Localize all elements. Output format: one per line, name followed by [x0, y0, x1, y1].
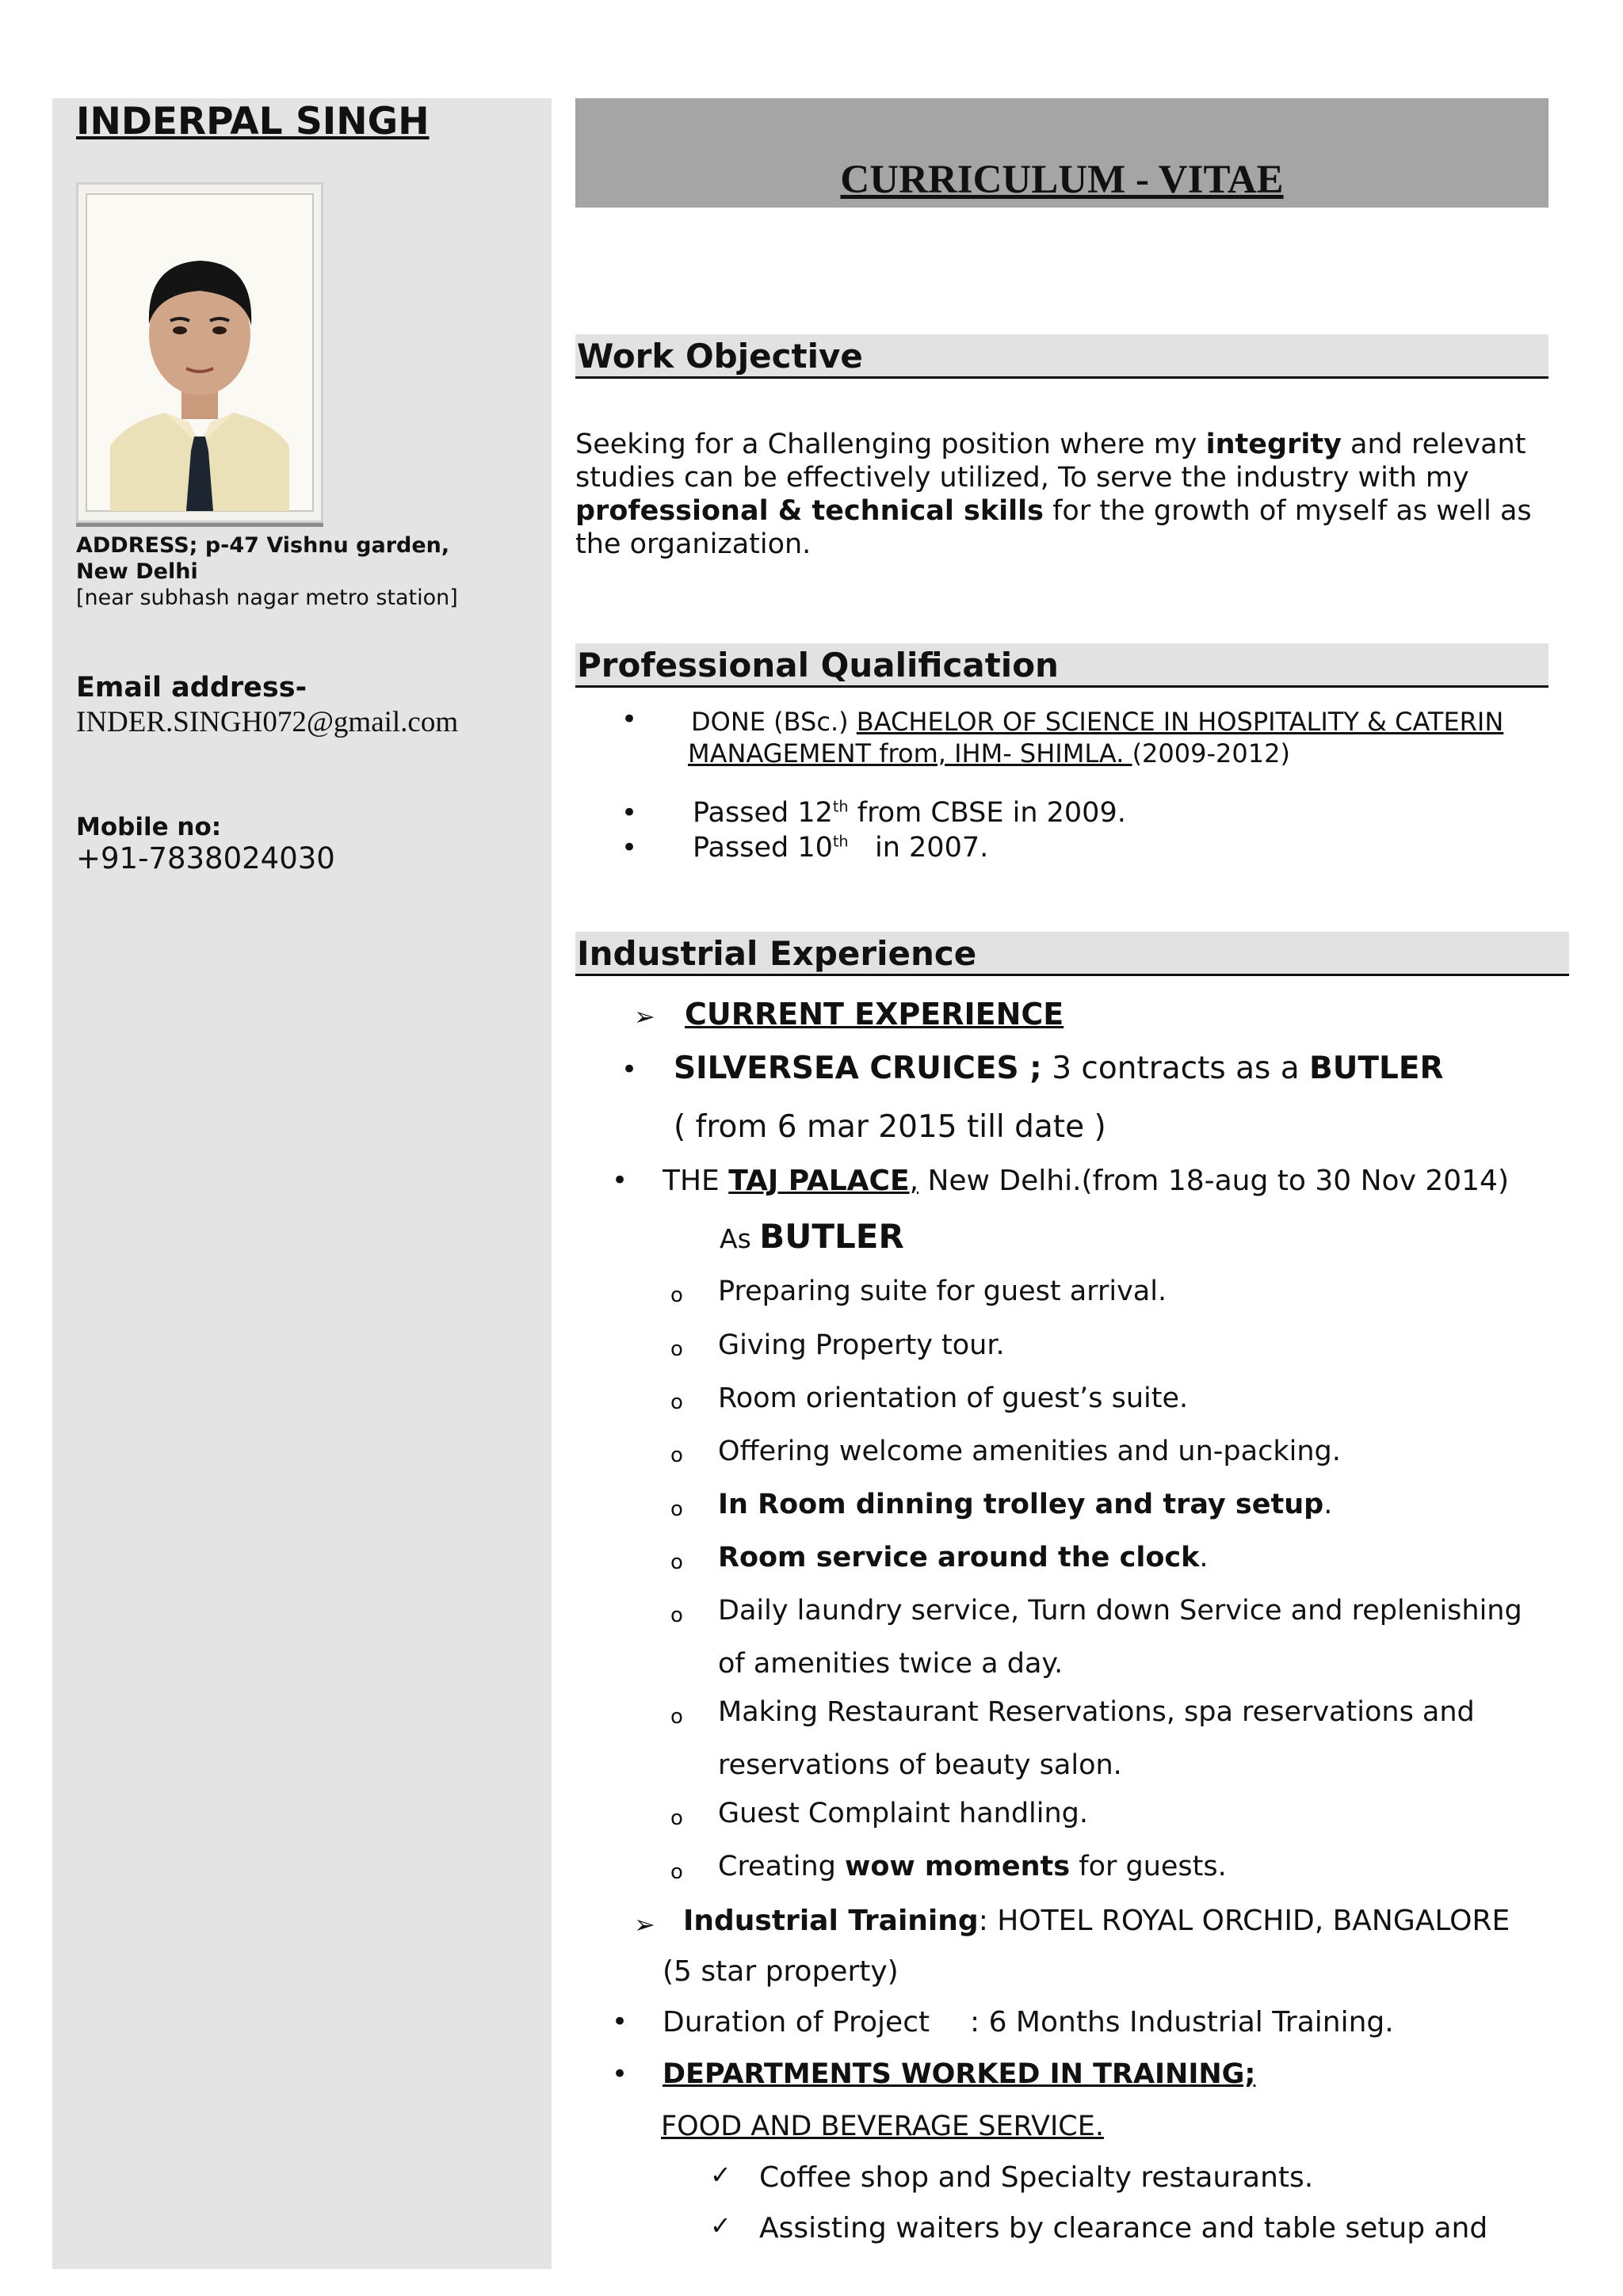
qual-2-text-a: Passed 12 [693, 797, 833, 829]
duty-item: Room orientation of guest’s suite. [718, 1383, 1189, 1414]
duty-item [718, 1542, 1209, 1573]
profile-photo [76, 182, 323, 523]
address-line-1: ADDRESS; p-47 Vishnu garden, [76, 533, 450, 558]
qual-1-degree-line1: BACHELOR OF SCIENCE IN HOSPITALITY & CATERIN [856, 707, 1504, 737]
email-value[interactable]: INDER.SINGH072@gmail.com [76, 706, 459, 738]
section-heading-qualification: Professional Qualification [575, 643, 1549, 688]
bullet-icon: • [621, 832, 638, 864]
silversea-role: BUTLER [1309, 1051, 1444, 1086]
silversea-text: 3 contracts as a [1041, 1051, 1310, 1086]
duty-item [718, 1489, 1332, 1520]
silversea-dates: ( from 6 mar 2015 till date ) [674, 1109, 1106, 1145]
duty-item [718, 1851, 1227, 1882]
circle-bullet-icon: o [670, 1497, 683, 1521]
checkmark-icon: ✓ [710, 2160, 731, 2190]
duty-item: Offering welcome amenities and un-packing. [718, 1436, 1341, 1467]
duty-item: Preparing suite for guest arrival. [718, 1276, 1167, 1307]
email-label: Email address- [76, 672, 307, 704]
qualification-item-3 [693, 832, 988, 864]
as-butler-line [720, 1217, 904, 1256]
address-line-2: New Delhi [76, 559, 198, 584]
silversea-line [674, 1051, 1444, 1086]
duty-after: . [1323, 1489, 1333, 1520]
circle-bullet-icon: o [670, 1806, 683, 1830]
address-line-3: [near subhash nagar metro station] [76, 585, 458, 610]
bullet-icon: • [612, 1165, 628, 1196]
duty-after: for guests. [1070, 1851, 1227, 1882]
as-text: As [720, 1223, 760, 1254]
wo-bold-1: integrity [1205, 429, 1342, 460]
arrow-bullet-icon: ➢ [634, 1001, 655, 1032]
wo-text-2: and relevant studies can be effectively utilized, To serve the industry with my [575, 429, 1526, 494]
training-label: Industrial Training [683, 1905, 979, 1937]
duration-label: Duration of Project [663, 2006, 930, 2039]
wo-bold-2: professional & technical skills [575, 495, 1044, 527]
duty-before: Creating [718, 1851, 846, 1882]
taj-line [663, 1165, 1509, 1197]
duty-item: Making Restaurant Reservations, spa reservations and [718, 1696, 1475, 1728]
duty-item: Daily laundry service, Turn down Service and replenishing [718, 1595, 1522, 1627]
taj-comma: , [909, 1165, 919, 1197]
qual-3-text-a: Passed 10 [693, 832, 833, 864]
duty-after: . [1199, 1542, 1209, 1573]
current-experience-heading: CURRENT EXPERIENCE [685, 997, 1064, 1032]
taj-name: TAJ PALACE [728, 1165, 910, 1197]
training-value: : HOTEL ROYAL ORCHID, BANGALORE [978, 1905, 1510, 1937]
qualification-item-1 [691, 707, 1503, 737]
bullet-icon: • [621, 797, 638, 829]
as-role: BUTLER [759, 1217, 904, 1256]
circle-bullet-icon: o [670, 1337, 683, 1361]
check-item: Coffee shop and Specialty restaurants. [759, 2161, 1314, 2194]
taj-rest: New Delhi.(from 18-aug to 30 Nov 2014) [918, 1165, 1509, 1197]
circle-bullet-icon: o [670, 1860, 683, 1884]
circle-bullet-icon: o [670, 1550, 683, 1574]
mobile-value[interactable]: +91-7838024030 [76, 841, 335, 875]
taj-prefix: THE [663, 1165, 729, 1197]
duty-bold: Room service around the clock [718, 1542, 1200, 1573]
duty-item-cont: of amenities twice a day. [718, 1648, 1064, 1680]
duration-value: : 6 Months Industrial Training. [970, 2006, 1394, 2039]
bullet-icon: • [621, 704, 638, 735]
qual-1-years: (2009-2012) [1132, 738, 1290, 769]
duty-item: Guest Complaint handling. [718, 1798, 1089, 1829]
duty-item: Giving Property tour. [718, 1329, 1005, 1361]
silversea-name: SILVERSEA CRUICES ; [674, 1051, 1042, 1086]
circle-bullet-icon: o [670, 1604, 683, 1627]
fnb-heading: FOOD AND BEVERAGE SERVICE. [661, 2111, 1104, 2142]
portrait-image [78, 185, 321, 521]
qual-2-text-b: from CBSE in 2009. [848, 797, 1126, 829]
circle-bullet-icon: o [670, 1444, 683, 1467]
qual-3-text-b: in 2007. [848, 832, 989, 864]
circle-bullet-icon: o [670, 1283, 683, 1307]
qualification-item-1-cont [688, 738, 1290, 769]
circle-bullet-icon: o [670, 1705, 683, 1729]
candidate-name: INDERPAL SINGH [76, 100, 430, 143]
qual-1-prefix: DONE (BSc.) [691, 707, 857, 737]
bullet-icon: • [612, 2058, 628, 2090]
wo-text-1: Seeking for a Challenging position where my [575, 429, 1206, 460]
duty-item-cont: reservations of beauty salon. [718, 1749, 1122, 1781]
departments-heading: DEPARTMENTS WORKED IN TRAINING; [663, 2058, 1256, 2090]
work-objective-text [575, 428, 1558, 561]
address-block [76, 532, 520, 611]
cv-title: CURRICULUM - VITAE [840, 158, 1284, 202]
qual-3-sup: th [832, 832, 849, 851]
duty-bold: In Room dinning trolley and tray setup [718, 1489, 1324, 1520]
checkmark-icon: ✓ [710, 2210, 731, 2241]
bullet-icon: • [612, 2006, 628, 2038]
photo-divider [76, 523, 323, 527]
check-item: Assisting waiters by clearance and table setup and [759, 2212, 1488, 2245]
section-heading-experience: Industrial Experience [575, 932, 1569, 976]
arrow-bullet-icon: ➢ [634, 1909, 655, 1939]
mobile-label: Mobile no: [76, 813, 222, 841]
bullet-icon: • [621, 1054, 638, 1085]
circle-bullet-icon: o [670, 1390, 683, 1414]
section-heading-work-objective: Work Objective [575, 334, 1549, 379]
duty-bold: wow moments [845, 1851, 1071, 1882]
training-note: (5 star property) [663, 1955, 899, 1988]
qual-2-sup: th [832, 797, 849, 816]
training-line [683, 1905, 1510, 1937]
qualification-item-2 [693, 797, 1126, 829]
wo-text-3: for the growth of myself as well as the organization. [575, 495, 1532, 560]
qual-1-degree-line2: MANAGEMENT from, IHM- SHIMLA. [688, 738, 1132, 769]
